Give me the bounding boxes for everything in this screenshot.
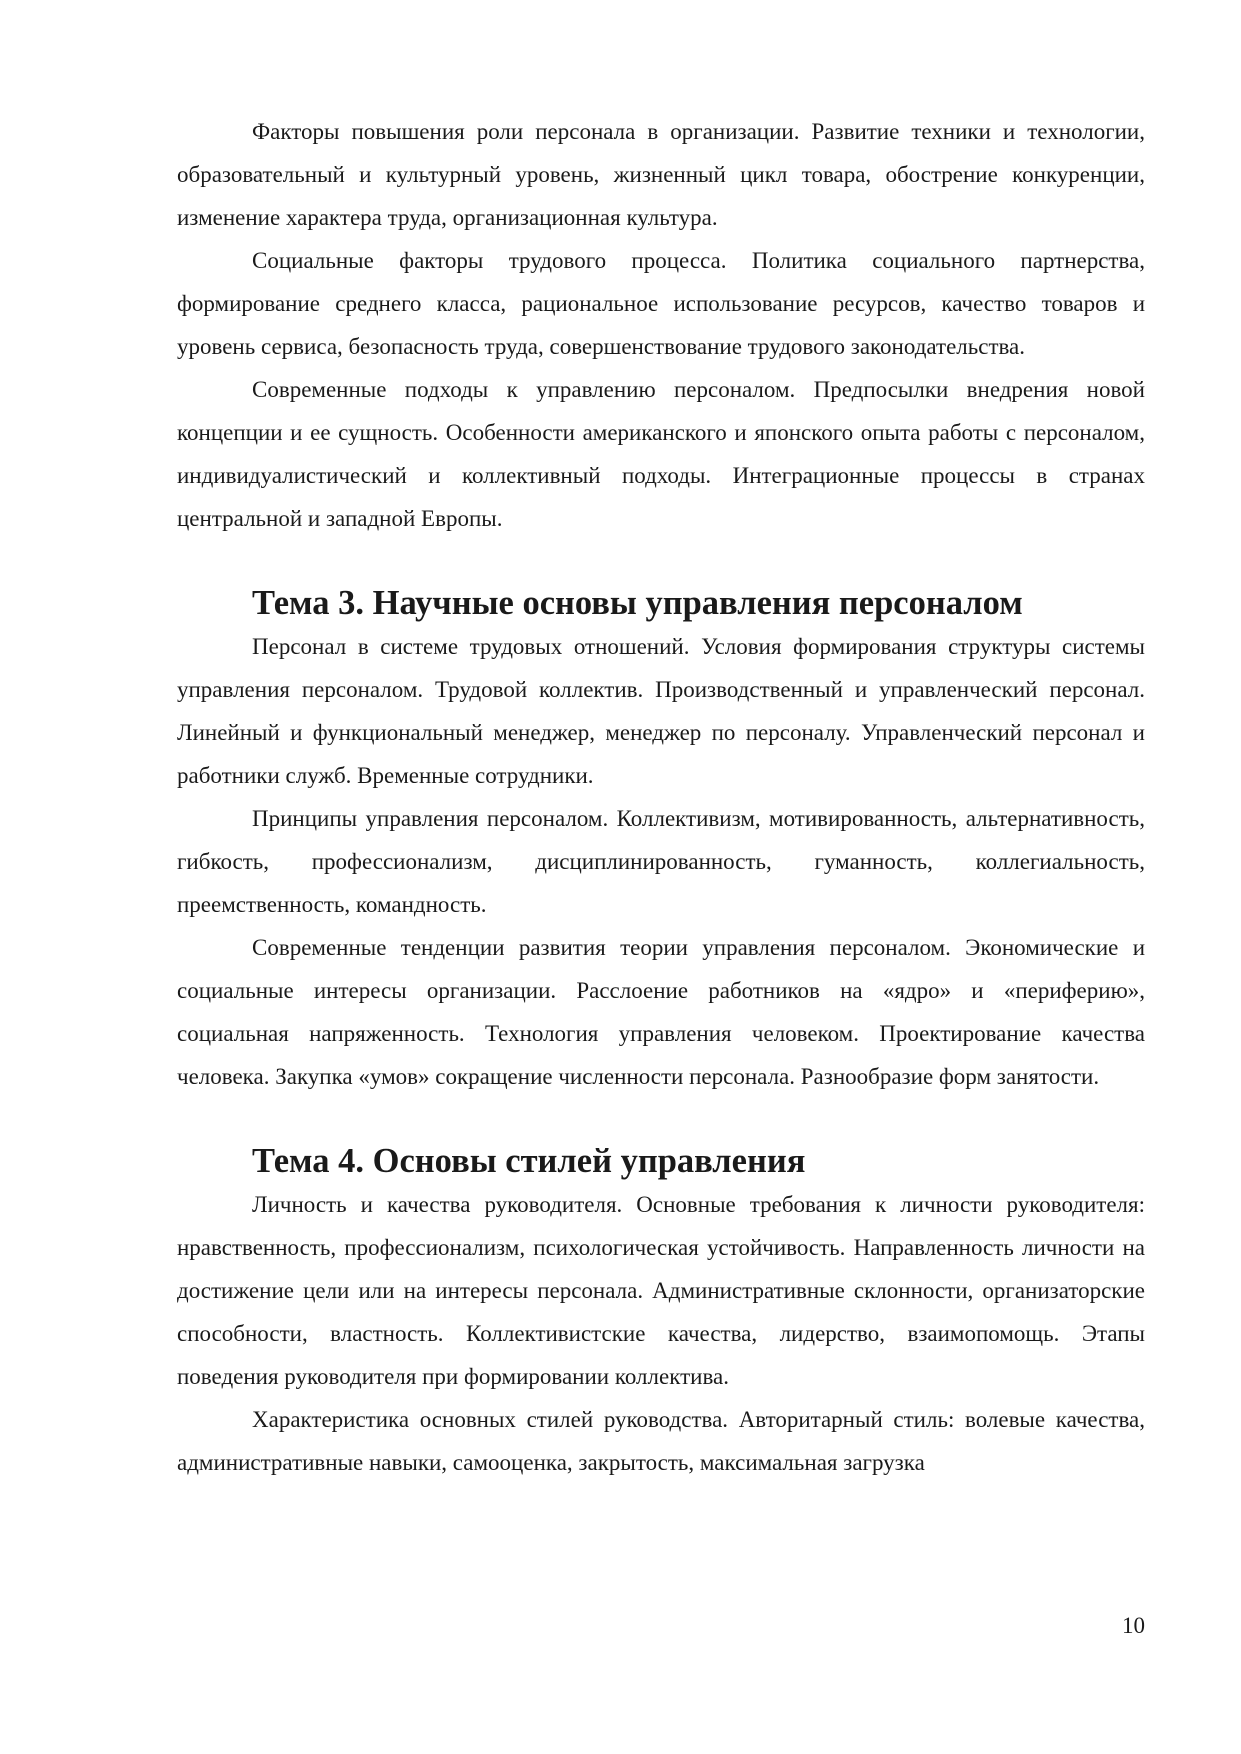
paragraph-modern-approaches: Современные подходы к управлению персоналом. Предпосылки внедрения новой концепции и ее сущность. Особенности американского и японского опыта работы с персоналом, индивидуалистический и коллективный подходы. Интеграционные процессы в странах центральной и западной Европы.	[177, 377, 1145, 531]
topic-3-heading: Тема 3. Научные основы управления персоналом	[252, 584, 1023, 622]
paragraph-role-factors: Факторы повышения роли персонала в организации. Развитие техники и технологии, образовательный и культурный уровень, жизненный цикл товара, обострение конкуренции, изменение характера труда, организационная культура.	[177, 119, 1145, 230]
paragraph-personnel-system: Персонал в системе трудовых отношений. Условия формирования структуры системы управления персоналом. Трудовой коллектив. Производственный и управленческий персонал. Линейный и функциональный менеджер, менеджер по персоналу. Управленческий персонал и работники служб. Временные сотрудники.	[177, 634, 1145, 788]
paragraph-leader-qualities: Личность и качества руководителя. Основные требования к личности руководителя: нравственность, профессионализм, психологическая устойчивость. Направленность личности на достижение цели или на интересы персонала. Административные склонности, организаторские способности, властность. Коллективистские качества, лидерство, взаимопомощь. Этапы поведения руководителя при формировании коллектива.	[177, 1192, 1145, 1389]
topic-4-heading: Тема 4. Основы стилей управления	[252, 1142, 806, 1180]
paragraph-management-principles: Принципы управления персоналом. Коллективизм, мотивированность, альтернативность, гибкость, профессионализм, дисциплинированность, гуманность, коллегиальность, преемственность, командность.	[177, 806, 1145, 917]
page-number: 10	[1122, 1613, 1145, 1638]
paragraph-social-factors: Социальные факторы трудового процесса. Политика социального партнерства, формирование среднего класса, рациональное использование ресурсов, качество товаров и уровень сервиса, безопасность труда, совершенствование трудового законодательства.	[177, 248, 1145, 359]
paragraph-modern-trends: Современные тенденции развития теории управления персоналом. Экономические и социальные интересы организации. Расслоение работников на «ядро» и «периферию», социальная напряженность. Технология управления человеком. Проектирование качества человека. Закупка «умов» сокращение численности персонала. Разнообразие форм занятости.	[177, 935, 1145, 1089]
document-page	[177, 110, 1145, 1484]
paragraph-leadership-styles: Характеристика основных стилей руководства. Авторитарный стиль: волевые качества, административные навыки, самооценка, закрытость, максимальная загрузка	[177, 1407, 1145, 1475]
